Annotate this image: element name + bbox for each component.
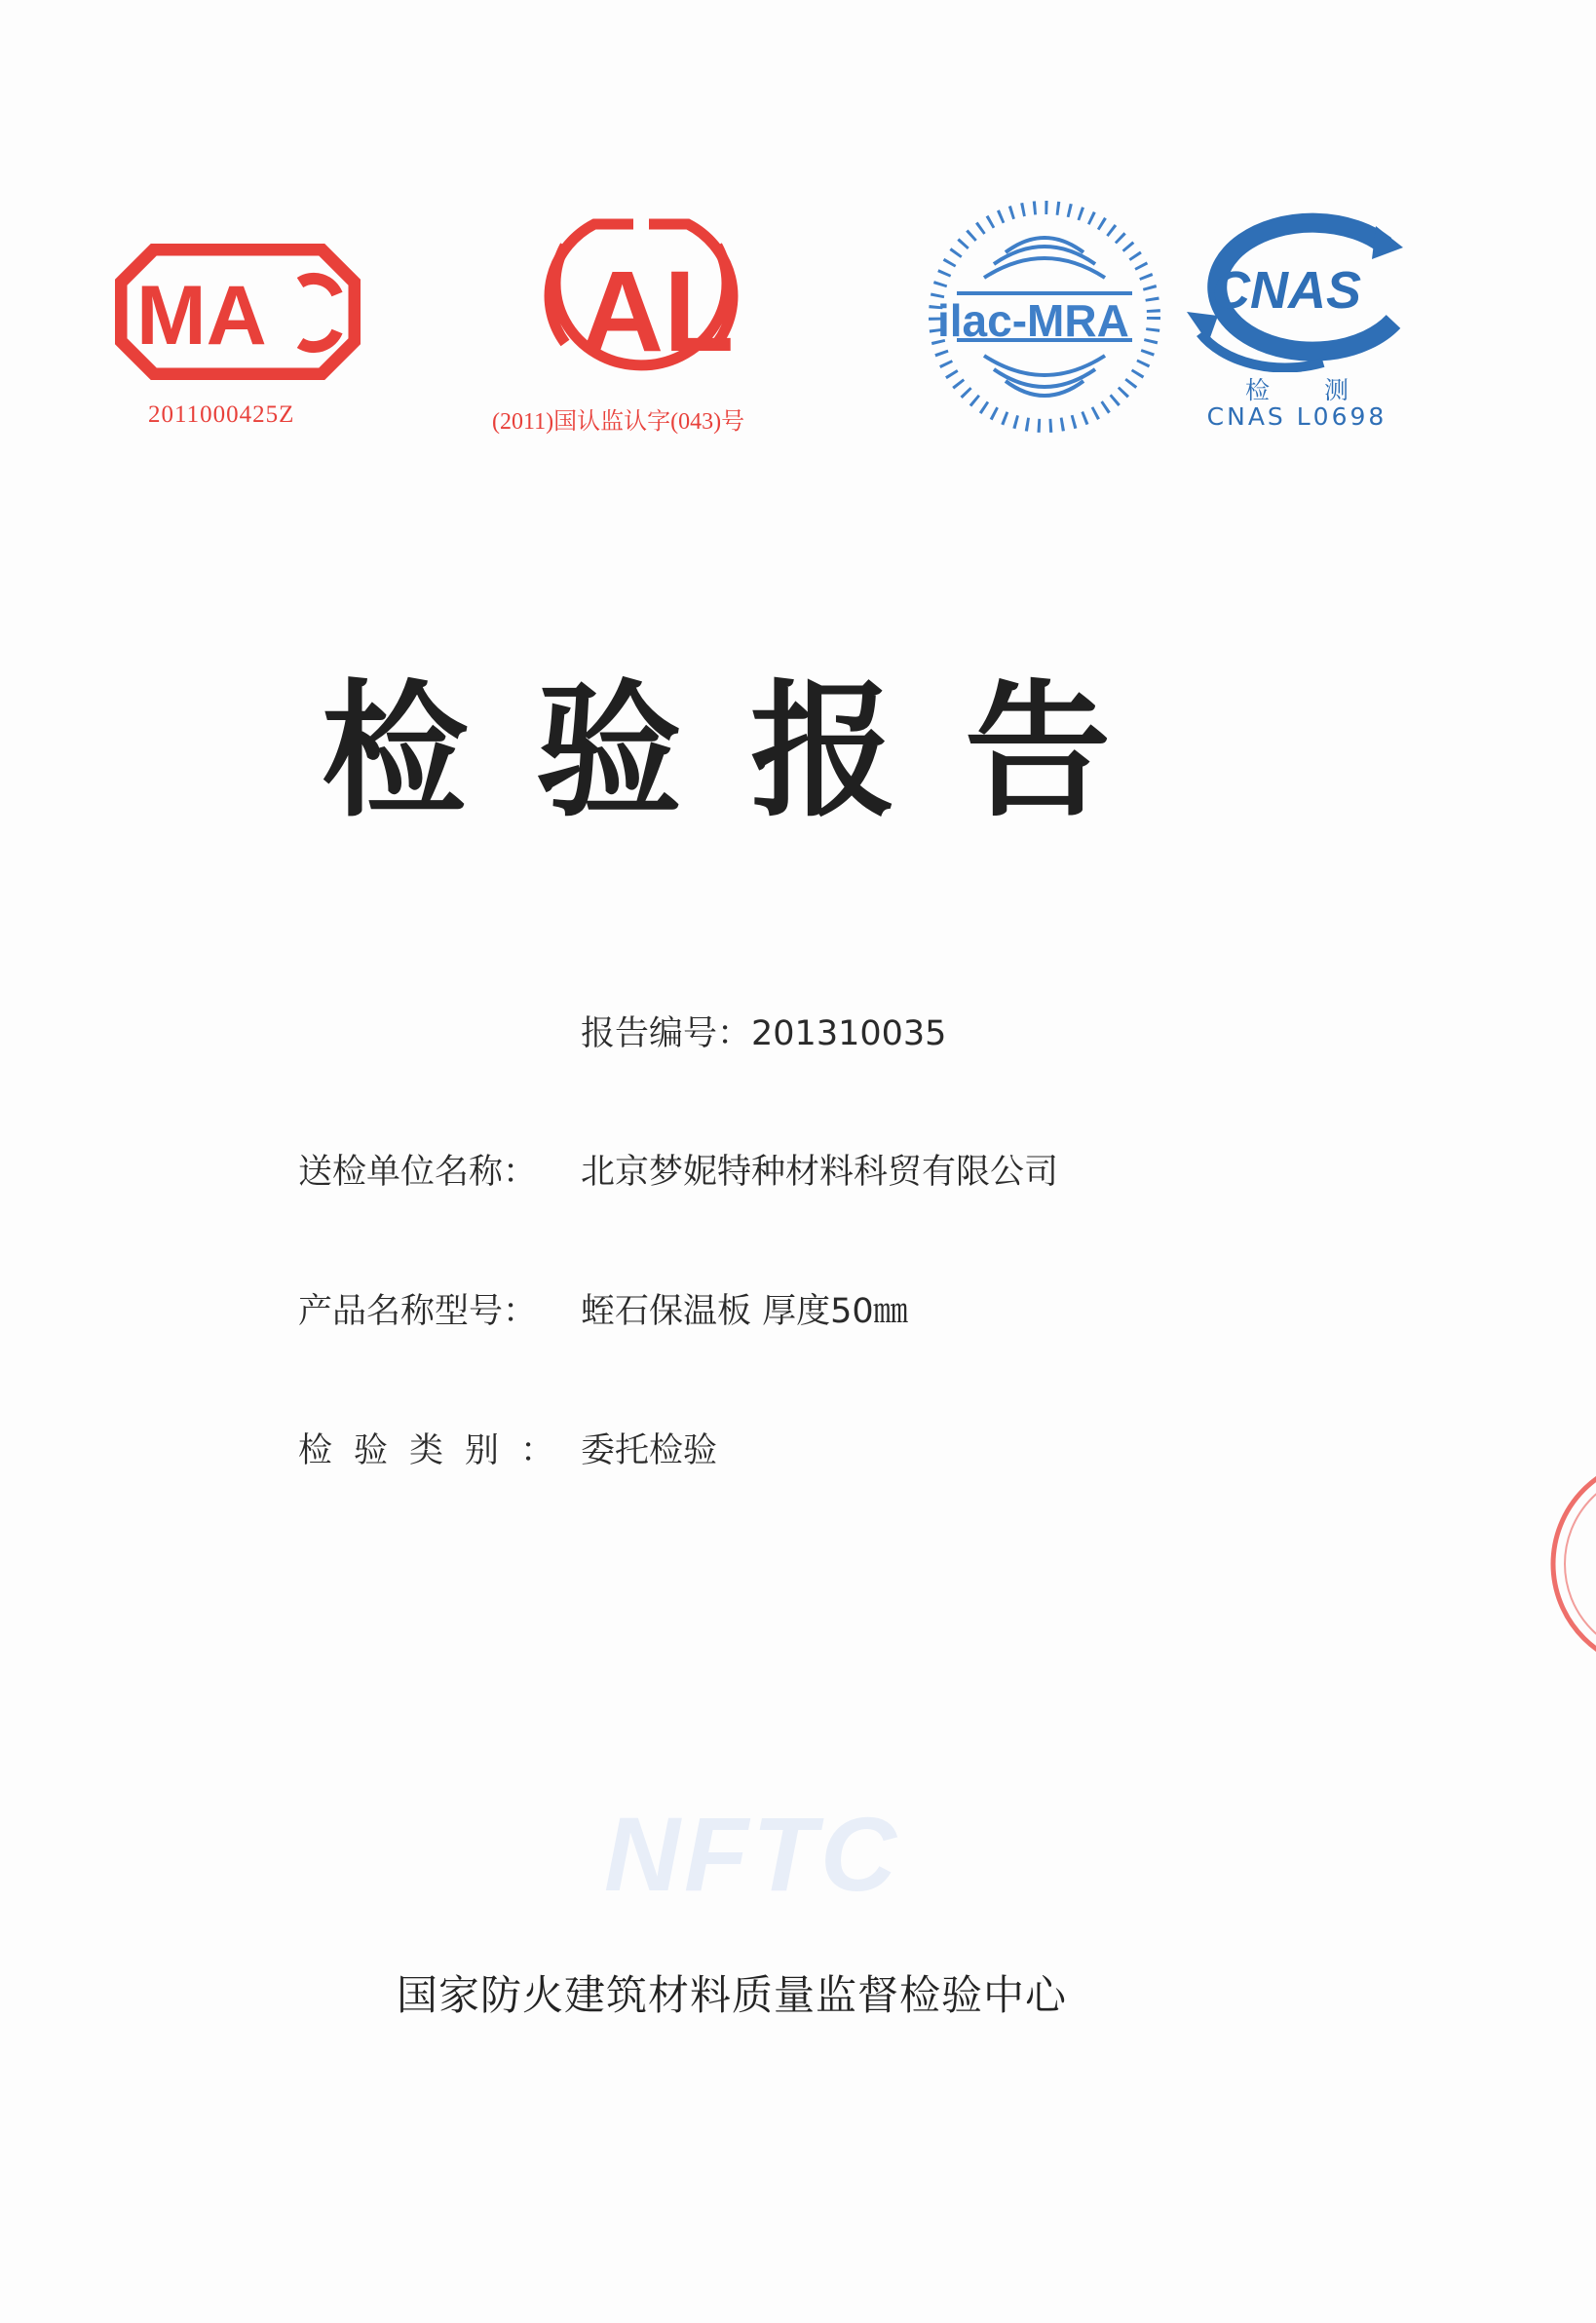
- cma-certificate-number: 2011000425Z: [148, 401, 295, 428]
- cma-logo: [115, 244, 361, 380]
- cma-mark-text: MA: [136, 269, 267, 362]
- cnas-test-label: 检 测: [1245, 376, 1372, 404]
- red-seal-stamp: [1541, 1452, 1596, 1680]
- sender-value: 北京梦妮特种材料科贸有限公司: [581, 1153, 1059, 1192]
- cal-mark-text: AL: [581, 248, 735, 376]
- cnas-accreditation-info: [1204, 378, 1389, 429]
- cnas-accreditation-number: CNAS L0698: [1206, 402, 1387, 431]
- product-label: 产品名称型号：: [298, 1292, 538, 1331]
- report-number-label: 报告编号：: [581, 1014, 752, 1053]
- product-value: 蛭石保温板 厚度50㎜: [581, 1292, 908, 1331]
- cnas-logo: [1177, 207, 1411, 372]
- nftc-watermark: NFTC: [604, 1795, 900, 1913]
- inspection-category-value: 委托检验: [581, 1431, 718, 1470]
- ilac-mark-text: ilac-MRA: [937, 295, 1129, 346]
- ilac-mra-logo: [928, 200, 1161, 434]
- report-number-value: 201310035: [751, 1014, 947, 1053]
- cal-certificate-number: (2011)国认监认字(043)号: [492, 409, 745, 435]
- document-title: 检验报告: [322, 667, 1180, 837]
- inspection-category-label: 检验类别：: [298, 1431, 577, 1470]
- cnas-mark-text: CNAS: [1212, 261, 1362, 320]
- report-number-field: [581, 1013, 946, 1054]
- sender-label: 送检单位名称：: [298, 1153, 538, 1192]
- inspection-category-field: [298, 1430, 717, 1471]
- product-field: [298, 1291, 908, 1332]
- cal-logo: [536, 207, 746, 382]
- issuing-organization: 国家防火建筑材料质量监督检验中心: [397, 1971, 1068, 2019]
- sender-field: [298, 1152, 1058, 1193]
